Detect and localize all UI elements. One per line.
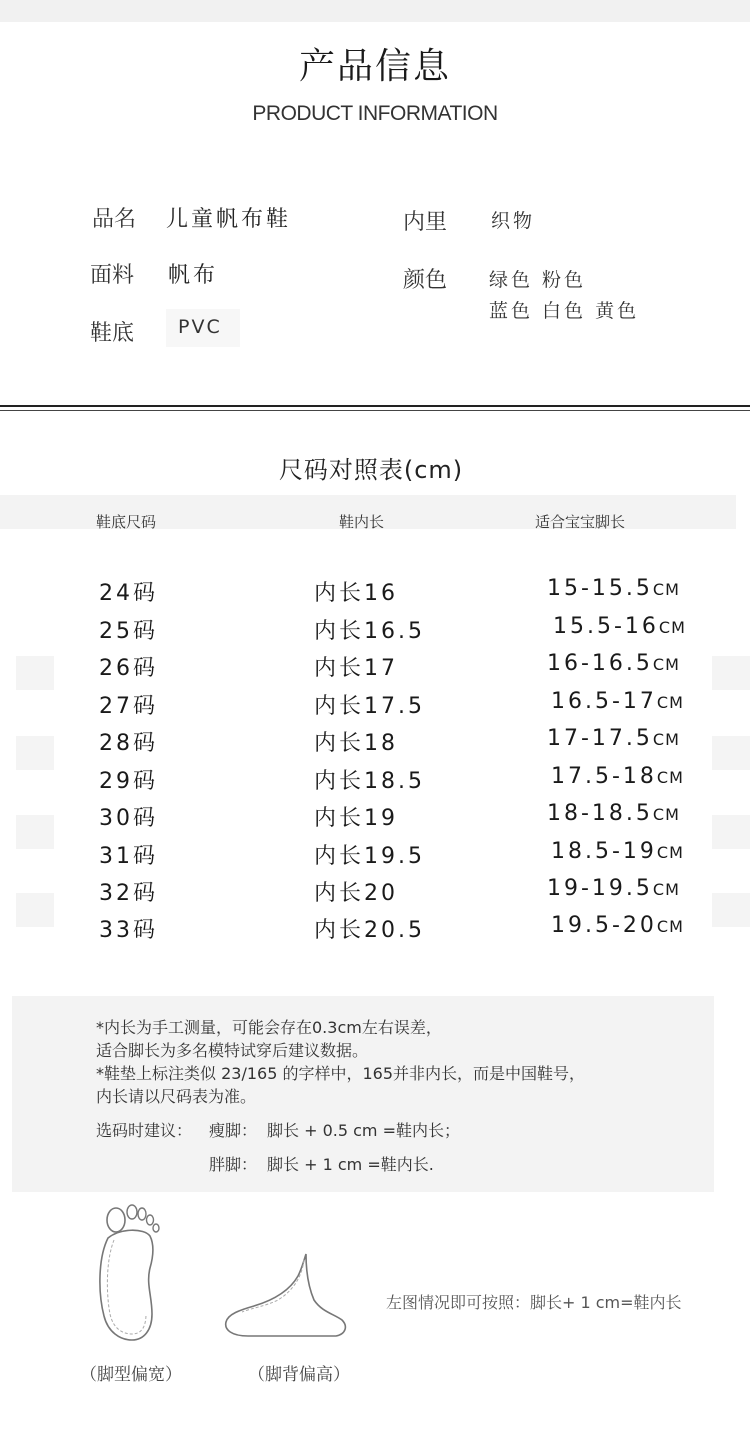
lining-label: 内里 [403,210,448,235]
sole-size-cell: 28码 [99,731,158,756]
table-row [0,801,750,838]
inner-length-cell: 内长17 [314,656,398,681]
sole-size-cell: 25码 [99,619,158,644]
foot-length-value: 15-15.5 [547,576,653,601]
unit-label: CM [656,843,684,862]
foot-length-value: 16-16.5 [547,651,653,676]
note-line-1: *内长为手工测量，可能会存在0.3cm左右误差， [96,1018,442,1037]
foot-length-value: 17.5-18 [551,764,657,789]
table-row [0,726,750,763]
name-value: 儿童帆布鞋 [166,207,292,232]
inner-length-cell: 内长19 [314,806,398,831]
lining-value: 织物 [491,210,536,232]
color-values-line1: 绿色 粉色 [489,269,587,291]
size-table-title: 尺码对照表(cm) [278,456,464,484]
section-divider-thin [0,410,750,411]
unit-label: CM [652,580,680,599]
inner-length-cell: 内长18 [314,731,398,756]
caption-high-instep: （脚背偏高） [248,1365,350,1385]
table-row [0,764,750,801]
sole-size-cell: 24码 [99,581,158,606]
foot-length-cell [551,689,684,714]
inner-length-cell: 内长19.5 [314,844,425,869]
header-inner-length: 鞋内长 [339,513,385,531]
foot-length-value: 16.5-17 [551,689,657,714]
foot-length-cell [553,614,686,639]
unit-label: CM [652,655,680,674]
foot-length-value: 18.5-19 [551,839,657,864]
foot-sole-icon [80,1198,180,1348]
inner-length-cell: 内长20 [314,881,398,906]
foot-length-value: 19-19.5 [547,876,653,901]
sole-value: PVC [178,316,222,338]
table-row [0,576,750,613]
upper-value: 帆布 [168,263,219,288]
caption-wide-foot: （脚型偏宽） [80,1365,182,1385]
unit-label: CM [652,880,680,899]
foot-length-cell [551,764,684,789]
foot-length-cell [547,801,680,826]
sole-size-cell: 32码 [99,881,158,906]
sole-size-cell: 33码 [99,918,158,943]
foot-length-value: 17-17.5 [547,726,653,751]
wide-foot-label: 胖脚： [209,1155,258,1174]
unit-label: CM [656,917,684,936]
foot-length-cell [547,876,680,901]
foot-length-cell [551,913,684,938]
sole-size-cell: 27码 [99,694,158,719]
header-foot-length: 适合宝宝脚长 [535,513,626,531]
color-values-line2: 蓝色 白色 黄色 [489,300,640,322]
table-row [0,689,750,726]
wide-foot-formula: 脚长 + 1 cm =鞋内长. [267,1155,434,1174]
fit-tip: 左图情况即可按照：脚长+ 1 cm=鞋内长 [386,1293,682,1312]
unit-label: CM [652,730,680,749]
foot-length-value: 19.5-20 [551,913,657,938]
page-subtitle: PRODUCT INFORMATION [252,102,498,125]
foot-length-cell [547,651,680,676]
unit-label: CM [652,805,680,824]
table-row [0,913,750,950]
inner-length-cell: 内长16.5 [314,619,425,644]
sole-size-cell: 29码 [99,769,158,794]
foot-side-icon [218,1250,358,1345]
inner-length-cell: 内长16 [314,581,398,606]
foot-length-cell [551,839,684,864]
color-label: 颜色 [403,268,448,293]
suggest-label: 选码时建议： [96,1121,193,1140]
sole-size-cell: 26码 [99,656,158,681]
section-divider [0,405,750,407]
sole-size-cell: 31码 [99,844,158,869]
foot-length-value: 15.5-16 [553,614,659,639]
inner-length-cell: 内长20.5 [314,918,425,943]
sole-label: 鞋底 [90,321,135,346]
top-band [0,0,750,22]
inner-length-cell: 内长18.5 [314,769,425,794]
table-row [0,651,750,688]
upper-label: 面料 [90,263,135,288]
table-row [0,839,750,876]
sole-size-cell: 30码 [99,806,158,831]
unit-label: CM [658,618,686,637]
note-line-2: 适合脚长为多名模特试穿后建议数据。 [96,1041,369,1060]
unit-label: CM [656,693,684,712]
unit-label: CM [656,768,684,787]
inner-length-cell: 内长17.5 [314,694,425,719]
note-line-4: 内长请以尺码表为准。 [96,1087,257,1106]
foot-length-cell [547,726,680,751]
foot-length-value: 18-18.5 [547,801,653,826]
header-sole-size: 鞋底尺码 [96,513,157,531]
name-label: 品名 [92,207,137,232]
thin-foot-label: 瘦脚： [209,1121,258,1140]
page-title: 产品信息 [298,46,451,87]
note-line-3: *鞋垫上标注类似 23/165 的字样中，165并非内长，而是中国鞋号， [96,1064,586,1083]
foot-length-cell [547,576,680,601]
thin-foot-formula: 脚长 + 0.5 cm =鞋内长； [267,1121,460,1140]
table-row [0,876,750,913]
table-row [0,614,750,651]
